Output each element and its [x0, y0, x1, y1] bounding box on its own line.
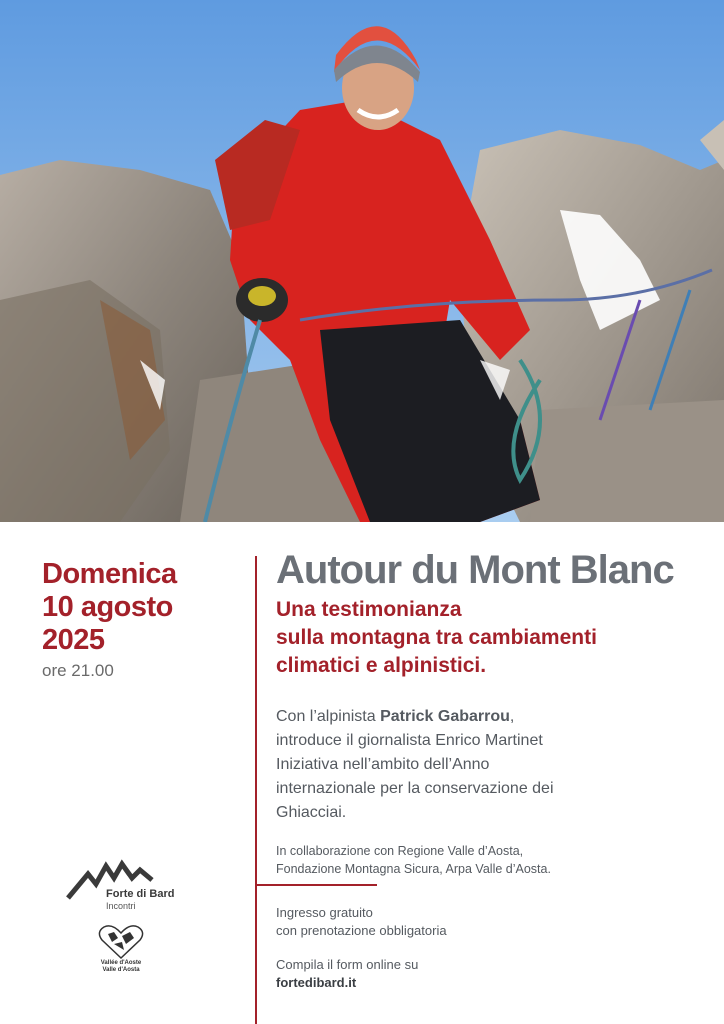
description-line: Ghiacciai.	[276, 804, 347, 821]
entry-info	[276, 904, 696, 992]
intro-suffix: ,	[509, 708, 515, 725]
description	[276, 705, 696, 825]
event-date: 10 agosto	[42, 591, 173, 623]
subtitle-line: climatici e alpinistici.	[276, 654, 487, 677]
main-title: Autour du Mont Blanc	[276, 548, 674, 592]
description-line	[276, 705, 696, 729]
collaboration-line: In collaborazione con Regione Valle d’Aosta,	[276, 844, 524, 858]
event-time: ore 21.00	[42, 661, 114, 680]
forte-name: Forte di Bard	[106, 888, 175, 900]
heart-emblem-icon	[96, 924, 146, 960]
vda-line2: Valle d'Aosta	[102, 967, 140, 973]
subtitle-line: Una testimonianza	[276, 598, 462, 621]
website-link[interactable]: fortedibard.it	[276, 975, 357, 990]
collaboration-line: Fondazione Montagna Sicura, Arpa Valle d’Aosta.	[276, 862, 551, 876]
description-line: internazionale per la conservazione dei	[276, 780, 554, 797]
event-year: 2025	[42, 624, 105, 656]
form-instruction: Compila il form online su	[276, 957, 419, 972]
subtitle	[276, 596, 696, 680]
forte-di-bard-logo	[66, 858, 186, 918]
event-day: Domenica	[42, 558, 177, 590]
entry-booking: con prenotazione obbligatoria	[276, 923, 447, 938]
intro-prefix: Con l’alpinista	[276, 708, 381, 725]
description-line: introduce il giornalista Enrico Martinet	[276, 732, 543, 749]
event-date-block	[42, 558, 242, 681]
subtitle-line: sulla montagna tra cambiamenti	[276, 626, 597, 649]
horizontal-divider	[255, 884, 377, 886]
vertical-divider	[255, 556, 257, 1024]
valle-aosta-logo	[96, 924, 146, 980]
vda-line1: Vallée d'Aoste	[100, 960, 142, 966]
alpinist-name: Patrick Gabarrou	[380, 708, 510, 725]
forte-sub: Incontri	[106, 901, 136, 911]
entry-free: Ingresso gratuito	[276, 905, 373, 920]
description-line: Iniziativa nell’ambito dell’Anno	[276, 756, 490, 773]
collaboration-note	[276, 842, 696, 878]
